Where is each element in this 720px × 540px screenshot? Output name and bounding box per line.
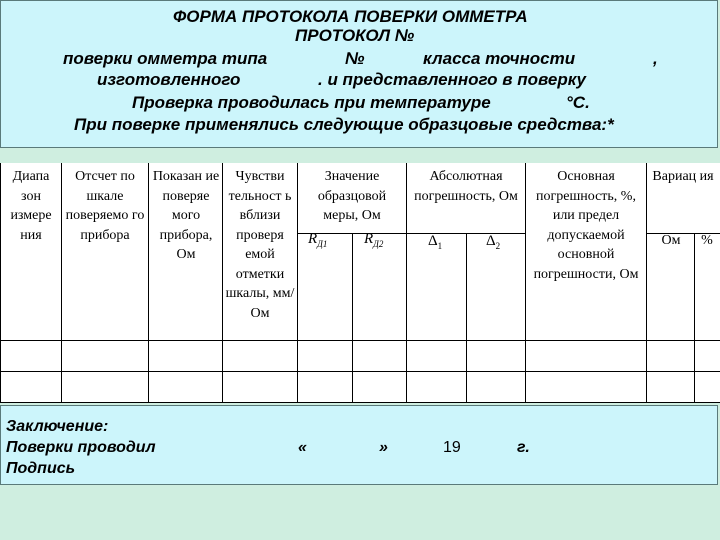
col-variation-header: Вариац ия: [652, 169, 714, 184]
conclusion-label: Заключение:: [6, 418, 109, 435]
variation-unit-percent: %: [701, 233, 713, 248]
date-quote-close: »: [379, 439, 388, 456]
col-abs-error-header: Абсолютная погрешность, Ом: [414, 169, 518, 204]
ohmmeter-type-label: поверки омметра типа: [63, 49, 268, 68]
presented-label: . и представленного в поверку: [318, 70, 586, 89]
symbol-delta1: $\Delta_1$: [428, 233, 443, 251]
header-panel: [0, 0, 718, 148]
col-sensitivity-header: Чувстви тельност ь вблизи проверя емой отметки шкалы, мм/Ом: [225, 169, 295, 321]
protocol-table: [0, 163, 720, 403]
date-year: 19: [443, 439, 461, 456]
signature-label: Подпись: [6, 460, 76, 477]
col-range-header: Диапа зон измере ния: [10, 169, 52, 243]
symbol-delta2: $\Delta_2$: [486, 233, 501, 251]
form-title: ФОРМА ПРОТОКОЛА ПОВЕРКИ ОММЕТРА: [173, 7, 528, 26]
col-standard-header: Значение образцовой меры, Ом: [317, 169, 387, 223]
degree-label: °С.: [566, 93, 590, 112]
protocol-number-label: ПРОТОКОЛ №: [295, 26, 415, 45]
symbol-rd2: $R_{Д2}$: [364, 231, 384, 249]
temperature-label: Проверка проводилась при температуре: [132, 93, 491, 112]
col-reading-header: Отсчет по шкале поверяемо го прибора: [65, 169, 145, 243]
symbol-rd1: $R_{Д1}$: [308, 231, 328, 249]
date-quote-open: «: [298, 439, 307, 456]
footer-panel: [0, 405, 718, 485]
header-comma: ,: [653, 49, 658, 68]
number-sign: №: [345, 49, 365, 68]
col-indication-header: Показан ие поверяе мого прибора, Ом: [152, 169, 220, 262]
date-year-suffix: г.: [517, 439, 530, 456]
manufactured-label: изготовленного: [97, 70, 241, 89]
accuracy-class-label: класса точности: [423, 49, 576, 68]
col-main-error-header: Основная погрешность, %, или предел допускаемой основной погрешности, Ом: [533, 169, 639, 282]
verifier-label: Поверки проводил: [6, 439, 156, 456]
standards-label: При поверке применялись следующие образцовые средства:*: [74, 115, 614, 134]
variation-unit-ohm: Ом: [661, 233, 681, 248]
